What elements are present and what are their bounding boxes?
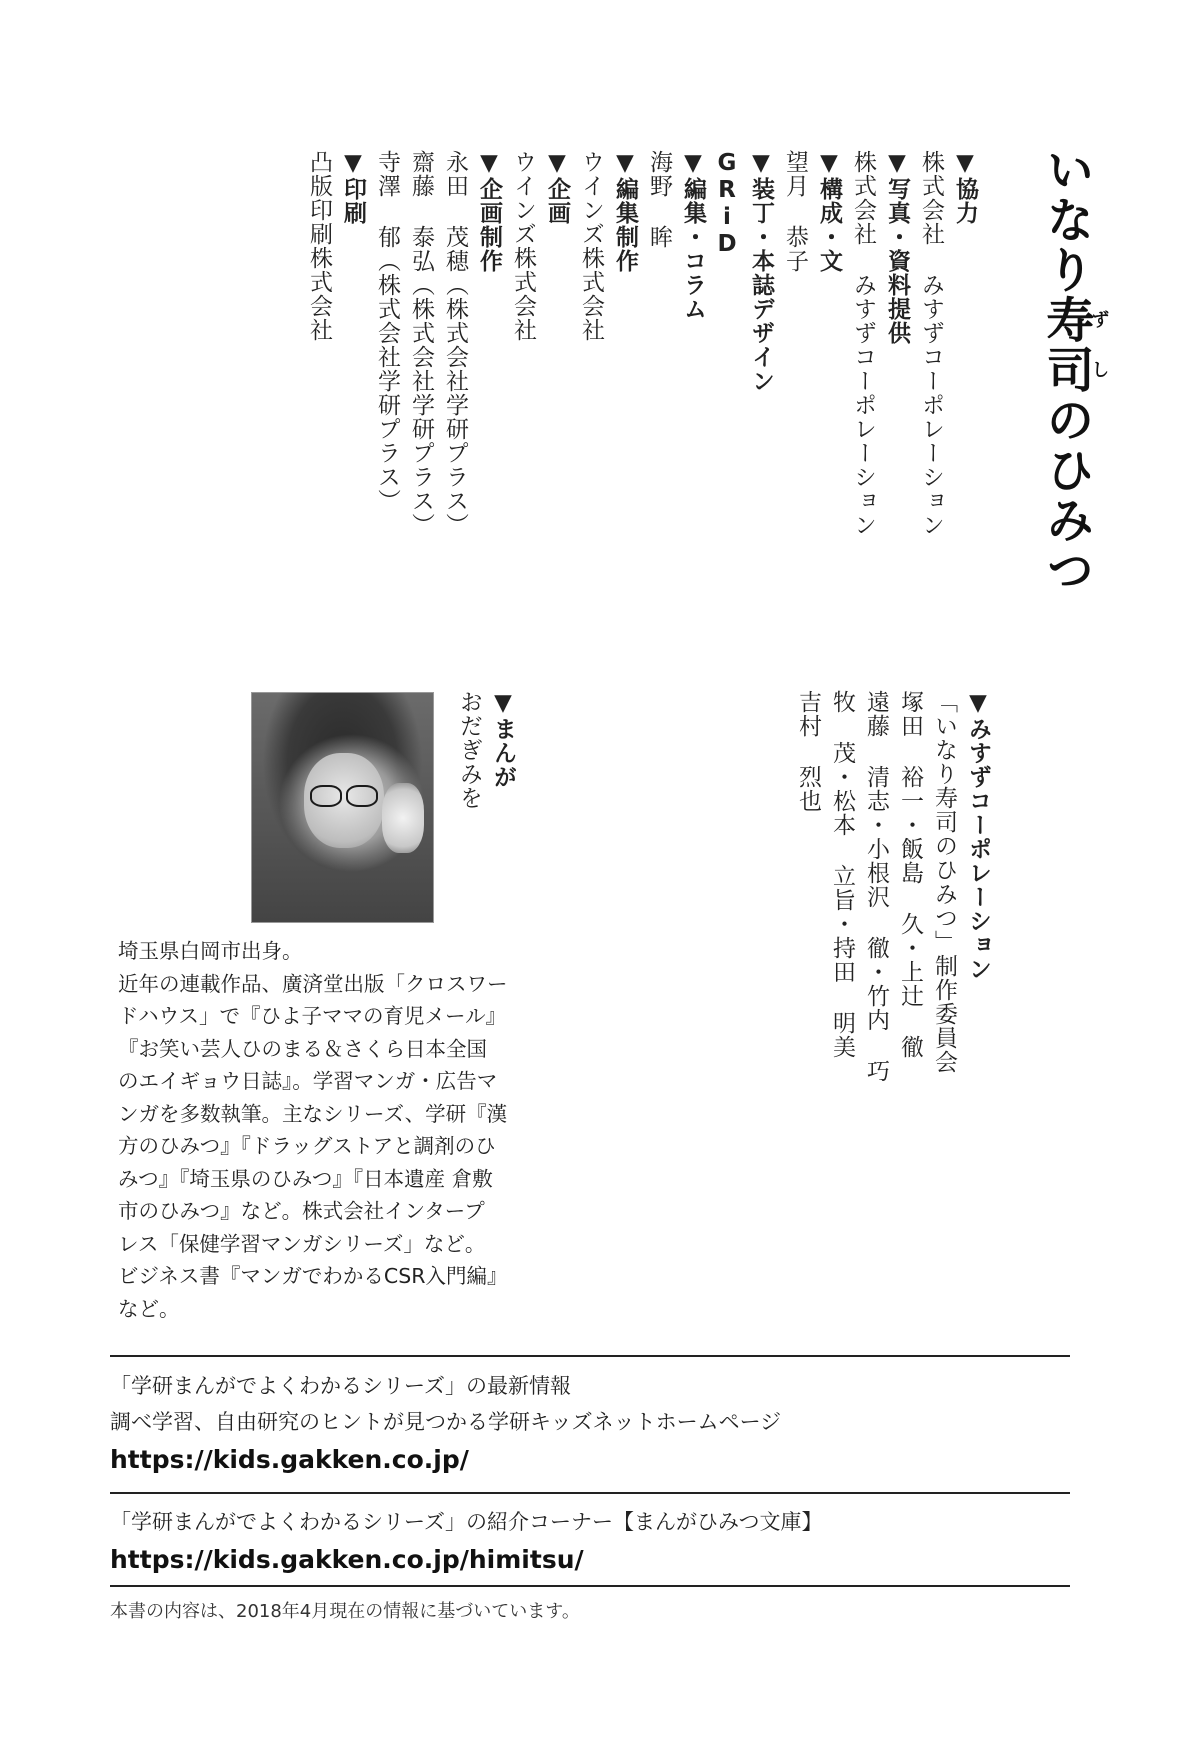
credit-heading-design: ▼ 装丁・本誌デザイン [744,150,778,537]
credit-line: 望月 恭子 [782,150,808,273]
committee-line: 「いなり寿司のひみつ」制作委員会 [931,690,957,1074]
bio-line: ドハウス」で『ひよ子ママの育児メール』 [118,1004,507,1028]
manga-credit [452,690,520,810]
credit-heading-kyoryoku: ▼ 協力 [948,150,982,537]
info-block-2 [110,1504,1070,1580]
info-line: 調べ学習、自由研究のヒントが見つかる学研キッズネットホームページ [110,1410,782,1434]
flower-icon [382,783,424,853]
info-line: 「学研まんがでよくわかるシリーズ」の紹介コーナー【まんがひみつ文庫】 [110,1510,823,1534]
credit-line: 株式会社 みすずコーポレーション [918,150,944,537]
credit-heading-kikaku-seisaku: ▼ 企画制作 [472,150,506,537]
bio-line: レス「保健学習マンガシリーズ」など。 [118,1231,486,1256]
credit-line: 永田 茂穂（株式会社学研プラス） [442,150,468,537]
credit-line: 凸版印刷株式会社 [306,150,332,342]
bio-line: ビジネス書『マンガでわかるCSR入門編』 [118,1264,508,1288]
bio-line: 近年の連載作品、廣済堂出版「クロスワー [118,971,508,996]
info-line: 「学研まんがでよくわかるシリーズ」の最新情報 [110,1374,571,1398]
credits [302,150,982,537]
bio-line: など。 [118,1296,180,1321]
credit-line: GRiD [714,150,740,258]
credit-heading-insatsu: ▼ 印刷 [336,150,370,537]
credit-line: 株式会社 みすずコーポレーション [850,150,876,537]
title-part1: いなり [1038,145,1094,295]
artist-bio [118,935,528,1325]
credit-line: 齋藤 泰弘（株式会社学研プラス） [408,150,434,537]
credit-heading-photo: ▼ 写真・資料提供 [880,150,914,537]
artist-photo [251,692,434,923]
bio-line: 方のひみつ』『ドラッグストアと調剤のひ [118,1134,496,1158]
divider-middle [110,1492,1070,1494]
credit-heading-henshu-seisaku: ▼ 編集制作 [608,150,642,537]
credit-heading-kikaku: ▼ 企画 [540,150,574,537]
bio-line: 市のひみつ』など。株式会社インタープ [118,1199,485,1223]
credit-line: 海野 眸 [646,150,672,249]
credit-heading-henshu-column: ▼ 編集・コラム [676,150,710,537]
title-ruby [1038,295,1110,395]
bio-line: のエイギョウ日誌』。学習マンガ・広告マ [118,1069,498,1093]
bio-line: 『お笑い芸人ひのまる＆さくら日本全国 [118,1036,487,1061]
glasses-icon [310,785,378,805]
book-title [1032,145,1108,595]
committee-heading: ▼ みすずコーポレーション [961,690,995,1083]
divider-bottom [110,1585,1070,1587]
committee-line: 塚田 裕一・飯島 久・上辻 徹 [897,690,923,1059]
info-block-1 [110,1368,1070,1480]
credit-line: ウインズ株式会社 [510,150,536,342]
credit-line: 寺澤 郁（株式会社学研プラス） [374,150,400,513]
committee-line: 牧 茂・松本 立旨・持田 明美 [829,690,855,1059]
bio-line: 埼玉県白岡市出身。 [118,939,303,963]
title-ruby-text: ずし [1088,295,1110,395]
committee [791,690,995,1083]
title-ruby-base: 寿司 [1038,295,1094,395]
bio-line: みつ』『埼玉県のひみつ』『日本遺産 倉敷 [118,1166,493,1191]
credit-heading-kousei: ▼ 構成・文 [812,150,846,537]
committee-line: 遠藤 清志・小根沢 徹・竹内 巧 [863,690,889,1083]
divider-top [110,1355,1070,1357]
manga-heading: ▼ まんが [486,690,520,810]
committee-line: 吉村 烈也 [795,690,821,813]
footnote: 本書の内容は、2018年4月現在の情報に基づいています。 [110,1601,580,1622]
credit-line: ウインズ株式会社 [578,150,604,342]
manga-artist: おだぎみを [456,690,482,810]
title-part2: のひみつ [1038,395,1094,595]
bio-line: ンガを多数執筆。主なシリーズ、学研『漢 [118,1101,508,1126]
info-url-link[interactable]: https://kids.gakken.co.jp/himitsu/ [110,1545,584,1574]
info-url-link[interactable]: https://kids.gakken.co.jp/ [110,1445,469,1474]
